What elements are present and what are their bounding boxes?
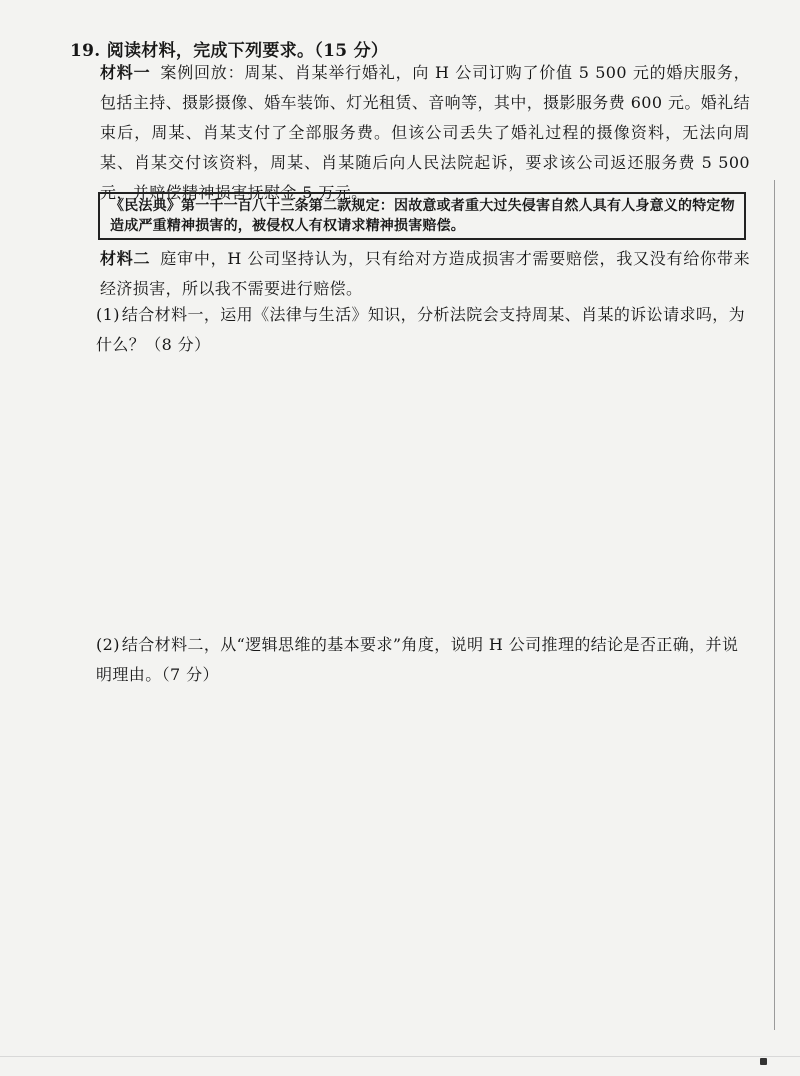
sub-question-2-text: 结合材料二，从“逻辑思维的基本要求”角度，说明 H 公司推理的结论是否正确，并说明理由。（7 分）	[96, 635, 739, 684]
footer-divider	[0, 1056, 800, 1057]
material-two-text: 庭审中，H 公司坚持认为，只有给对方造成损害才需要赔偿，我又没有给你带来经济损害，所以我不需要进行赔偿。	[100, 249, 750, 298]
sub-question-1	[96, 300, 752, 360]
civil-code-quote-text: 《民法典》第一千一百八十三条第二款规定：因故意或者重大过失侵害自然人具有人身意义的特定物造成严重精神损害的，被侵权人有权请求精神损害赔偿。	[110, 198, 735, 234]
material-two	[100, 244, 750, 304]
sub-question-1-text: 结合材料一，运用《法律与生活》知识，分析法院会支持周某、肖某的诉讼请求吗，为什么？（8 分）	[96, 305, 746, 354]
sub-question-2-number: (2)	[96, 635, 120, 654]
sub-question-2	[96, 630, 752, 690]
logo-icon	[760, 1058, 767, 1065]
page-edge-line	[774, 180, 775, 1030]
scanner-watermark-logo	[760, 1058, 767, 1065]
civil-code-quote-box	[98, 192, 746, 240]
question-title: 19. 阅读材料，完成下列要求。（15 分）	[70, 41, 389, 61]
material-one-text: 案例回放：周某、肖某举行婚礼，向 H 公司订购了价值 5 500 元的婚庆服务，包括主持、摄影摄像、婚车装饰、灯光租赁、音响等，其中，摄影服务费 600 元。婚礼结束后，周某、肖某支付了全部服务费。但该公司丢失了婚礼过程的摄像资料，无法向周某、肖某交付该资料，周某、肖某随后向人民法院起诉，要求该公司返还服务费 5 500 元，并赔偿精神损害抚慰金 5 万元。	[100, 63, 751, 202]
material-one	[100, 58, 750, 208]
material-one-label: 材料一	[100, 63, 151, 82]
sub-question-1-number: (1)	[96, 305, 120, 324]
material-two-label: 材料二	[100, 249, 151, 268]
